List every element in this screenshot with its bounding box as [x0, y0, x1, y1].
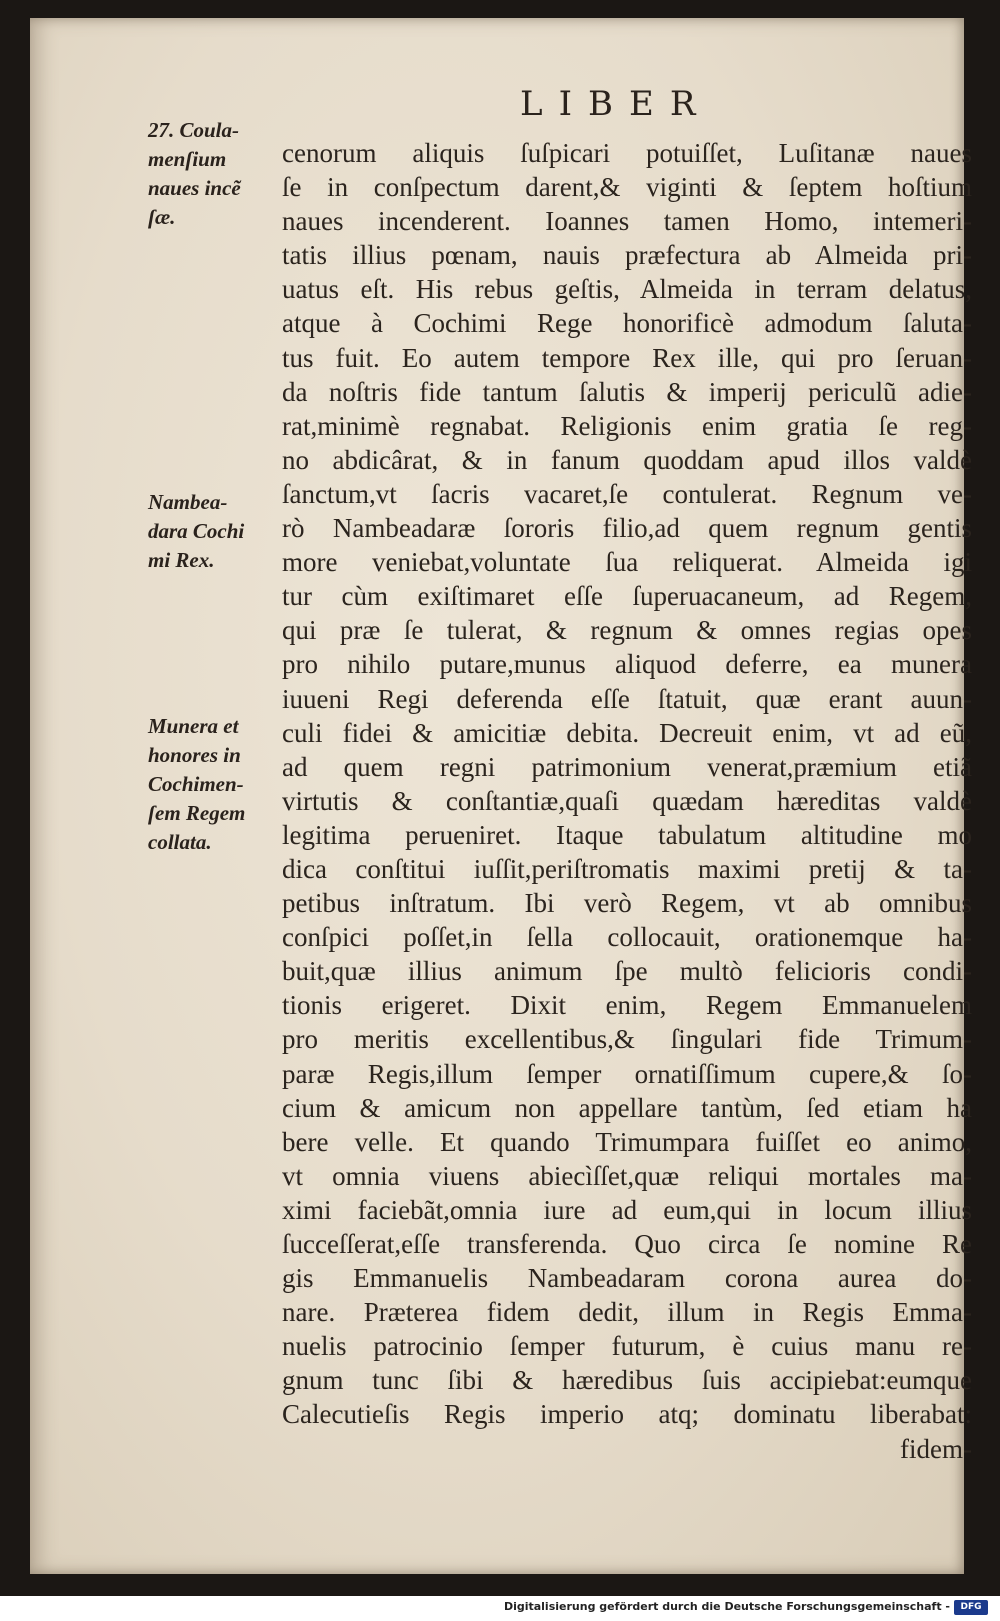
- text-line: no abdicârat, & in fanum quoddam apud illos valdè: [282, 444, 972, 475]
- text-line: ſe in conſpectum darent,& viginti & ſeptem hoſtium: [282, 172, 972, 203]
- text-line: rò Nambeadaræ ſororis filio,ad quem regnum gentis: [282, 513, 972, 544]
- text-line: naues incenderent. Ioannes tamen Homo, intemeri-: [282, 206, 972, 237]
- text-line: tionis erigeret. Dixit enim, Regem Emmanuelem: [282, 990, 972, 1021]
- text-line: cenorum aliquis ſuſpicari potuiſſet, Luſitanæ naues: [282, 138, 972, 168]
- text-line: ximi faciebãt,omnia iure ad eum,qui in locum illius: [282, 1194, 972, 1225]
- text-line: virtutis & conſtantiæ,quaſi quædam hæreditas valdè: [282, 785, 972, 816]
- funding-credit: Digitalisierung gefördert durch die Deutsche Forschungsgemeinschaft -: [503, 1600, 950, 1613]
- text-line: Calecutieſis Regis imperio atq; dominatu liberabat:: [282, 1399, 972, 1430]
- text-line: conſpici poſſet,in ſella collocauit, orationemque ha-: [282, 922, 972, 953]
- text-line: ad quem regni patrimonium venerat,præmium etiã: [282, 751, 972, 782]
- text-line: qui præ ſe tulerat, & regnum & omnes regias opes: [282, 615, 972, 646]
- text-line: bere velle. Et quando Trimumpara fuiſſet eo animo,: [282, 1126, 972, 1157]
- marginal-note-line: ſæ.: [148, 205, 176, 229]
- text-line: legitima perueniret. Itaque tabulatum altitudine mo: [282, 819, 972, 850]
- text-line: nare. Præterea fidem dedit, illum in Regis Emma-: [282, 1297, 972, 1328]
- marginal-note-line: ſem Regem: [148, 801, 246, 825]
- digitization-footer: [0, 1596, 1000, 1621]
- text-line: uatus eſt. His rebus geſtis, Almeida in terram delatus,: [282, 274, 972, 305]
- text-line: iuueni Regi deferenda eſſe ſtatuit, quæ erant auun-: [282, 683, 972, 714]
- marginal-note-line: dara Cochi: [148, 519, 245, 543]
- text-line: tatis illius pœnam, nauis præfectura ab Almeida pri-: [282, 240, 972, 271]
- text-line: culi fidei & amicitiæ debita. Decreuit enim, vt ad eũ,: [282, 717, 972, 748]
- text-line: cium & amicum non appellare tantùm, ſed etiam ha: [282, 1092, 972, 1123]
- text-line: ſanctum,vt ſacris vacaret,ſe contulerat. Regnum ve-: [282, 478, 972, 509]
- text-line: tus fuit. Eo autem tempore Rex ille, qui pro ſeruan-: [282, 342, 972, 373]
- text-line: atque à Cochimi Rege honorificè admodum ſaluta-: [282, 308, 972, 339]
- text-line: paræ Regis,illum ſemper ornatiſſimum cupere,& ſo-: [282, 1058, 972, 1089]
- text-line: rat,minimè regnabat. Religionis enim gratia ſe reg-: [282, 410, 972, 441]
- text-line: da noſtris fide tantum ſalutis & imperij periculũ adie-: [282, 376, 972, 407]
- text-line: fidem-: [900, 1433, 972, 1464]
- marginal-note-line: collata.: [148, 830, 212, 854]
- text-line: more veniebat,voluntate ſua reliquerat. Almeida igi: [282, 547, 972, 578]
- marginal-note-line: Munera et: [148, 714, 239, 738]
- running-head: LIBER: [520, 84, 712, 124]
- text-line: pro nihilo putare,munus aliquod deferre, ea munera: [282, 649, 972, 680]
- text-line: nuelis patrocinio ſemper futurum, è cuius manu re-: [282, 1331, 972, 1362]
- marginal-note-line: mi Rex.: [148, 548, 215, 572]
- text-line: pro meritis excellentibus,& ſingulari fide Trimum-: [282, 1024, 972, 1055]
- text-line: ſucceſſerat,eſſe transferenda. Quo circa ſe nomine Re: [282, 1229, 972, 1259]
- dfg-logo: DFG: [954, 1600, 988, 1615]
- marginal-note-line: Nambea-: [148, 490, 228, 514]
- text-line: vt omnia viuens abiecìſſet,quæ reliqui mortales ma-: [282, 1160, 972, 1191]
- marginal-note-line: honores in: [148, 743, 241, 767]
- book-page: [30, 18, 972, 1574]
- marginal-note-line: 27. Coula-: [148, 118, 240, 142]
- body-text: [282, 136, 972, 1466]
- marginal-note-line: naues incẽ: [148, 176, 241, 200]
- text-line: gis Emmanuelis Nambeadaram corona aurea do-: [282, 1263, 972, 1294]
- marginal-note-line: Cochimen-: [148, 772, 244, 796]
- marginal-note: [148, 712, 278, 857]
- marginal-note: [148, 488, 278, 575]
- text-line: gnum tunc ſibi & hæredibus ſuis accipiebat:eumque: [282, 1365, 972, 1396]
- text-line: buit,quæ illius animum ſpe multò felicioris condi-: [282, 956, 972, 987]
- marginal-note: [148, 116, 278, 232]
- marginal-note-line: menſium: [148, 147, 227, 171]
- text-line: petibus inſtratum. Ibi verò Regem, vt ab omnibus: [282, 888, 972, 919]
- text-line: dica conſtitui iuſſit,periſtromatis maximi pretij & ta-: [282, 853, 972, 884]
- text-line: tur cùm exiſtimaret eſſe ſuperuacaneum, ad Regem,: [282, 581, 972, 612]
